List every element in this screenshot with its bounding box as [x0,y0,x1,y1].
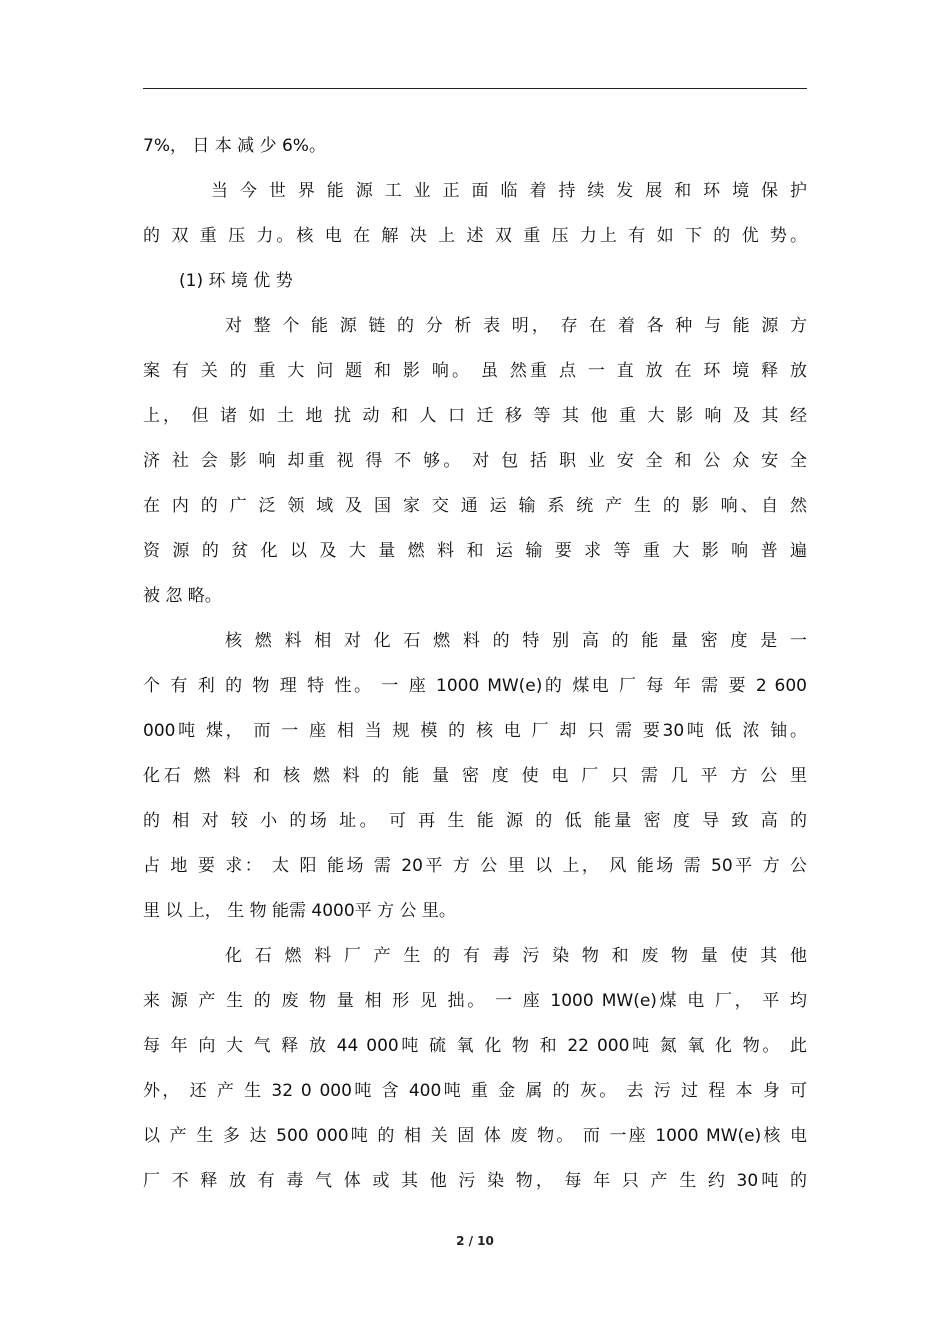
text-line: 的 双 重 压 力。核 电 在 解 决 上 述 双 重 压 力上 有 如 下 的 优 势。 [143,226,807,246]
text-line: 来 源 产 生 的 废 物 量 相 形 见 拙。 一 座 1000 MW(e)煤 电 厂， 平 均 [143,991,807,1011]
text-line: 对 整 个 能 源 链 的 分 析 表 明， 存 在 着 各 种 与 能 源 方 [225,316,807,336]
page-number: 2 / 10 [456,1234,494,1248]
text-line: 化 石 燃 料 厂 产 生 的 有 毒 污 染 物 和 废 物 量 使 其 他 [225,946,807,966]
text-line: 占 地 要 求： 太 阳 能场 需 20平 方 公 里 以 上， 风 能场 需 50平 方 公 [143,856,807,876]
text-line: 被 忽 略。 [143,586,222,606]
text-line: 以 产 生 多 达 500 000吨 的 相 关 固 体 废 物。 而 一座 1000 MW(e)核 电 [143,1126,807,1146]
text-line: 7%， 日 本 减 少 6%。 [143,136,326,156]
text-line: 资 源 的 贫 化 以 及 大 量 燃 料 和 运 输 要 求 等 重 大 影 响 普 遍 [143,541,807,561]
header-rule [143,88,807,89]
text-line: 化石 燃 料 和 核 燃 料 的 能 量 密 度 使 电 厂 只 需 几 平 方 公 里 [143,766,807,786]
text-line: 的 相 对 较 小 的场 址。 可 再 生 能 源 的 低 能量 密 度 导 致 高 的 [143,811,807,831]
text-line: 厂 不 释 放 有 毒 气 体 或 其 他 污 染 物， 每 年 只 产 生 约 30吨 的 [143,1171,807,1191]
text-line: 外， 还 产 生 32 0 000吨 含 400吨 重 金 属 的 灰。 去 污 过 程 本 身 可 [143,1081,807,1101]
text-line: 个 有 利 的 物 理 特 性。 一 座 1000 MW(e)的 煤电 厂 每 年 需 要 2 600 [143,676,807,696]
text-line: 在 内 的 广 泛 领 域 及 国 家 交 通 运 输 系 统 产 生 的 影 响、自 然 [143,496,807,516]
text-line: 案 有 关 的 重 大 问 题 和 影 响。 虽 然重 点 一 直 放 在 环 境 释 放 [143,361,807,381]
text-line: 济 社 会 影 响 却重 视 得 不 够。 对 包 括 职 业 安 全 和 公 众 安 全 [143,451,807,471]
text-line: 每 年 向 大 气 释 放 44 000吨 硫 氧 化 物 和 22 000吨 氮 氧 化 物。 此 [143,1036,807,1056]
body-text [143,127,807,1207]
text-line: (1) 环 境 优 势 [179,271,293,291]
text-line: 当 今 世 界 能 源 工 业 正 面 临 着 持 续 发 展 和 环 境 保 护 [211,181,807,201]
text-line: 核 燃 料 相 对 化 石 燃 料 的 特 别 高 的 能 量 密 度 是 一 [225,631,807,651]
text-line: 上， 但 诸 如 土 地 扰 动 和 人 口 迁 移 等 其 他 重 大 影 响 及 其 经 [143,406,807,426]
text-line: 里 以 上， 生 物 能需 4000平 方 公 里。 [143,901,456,921]
text-line: 000吨 煤， 而 一 座 相 当 规 模 的 核 电 厂 却 只 需 要30吨 低 浓 铀。 [143,721,807,741]
